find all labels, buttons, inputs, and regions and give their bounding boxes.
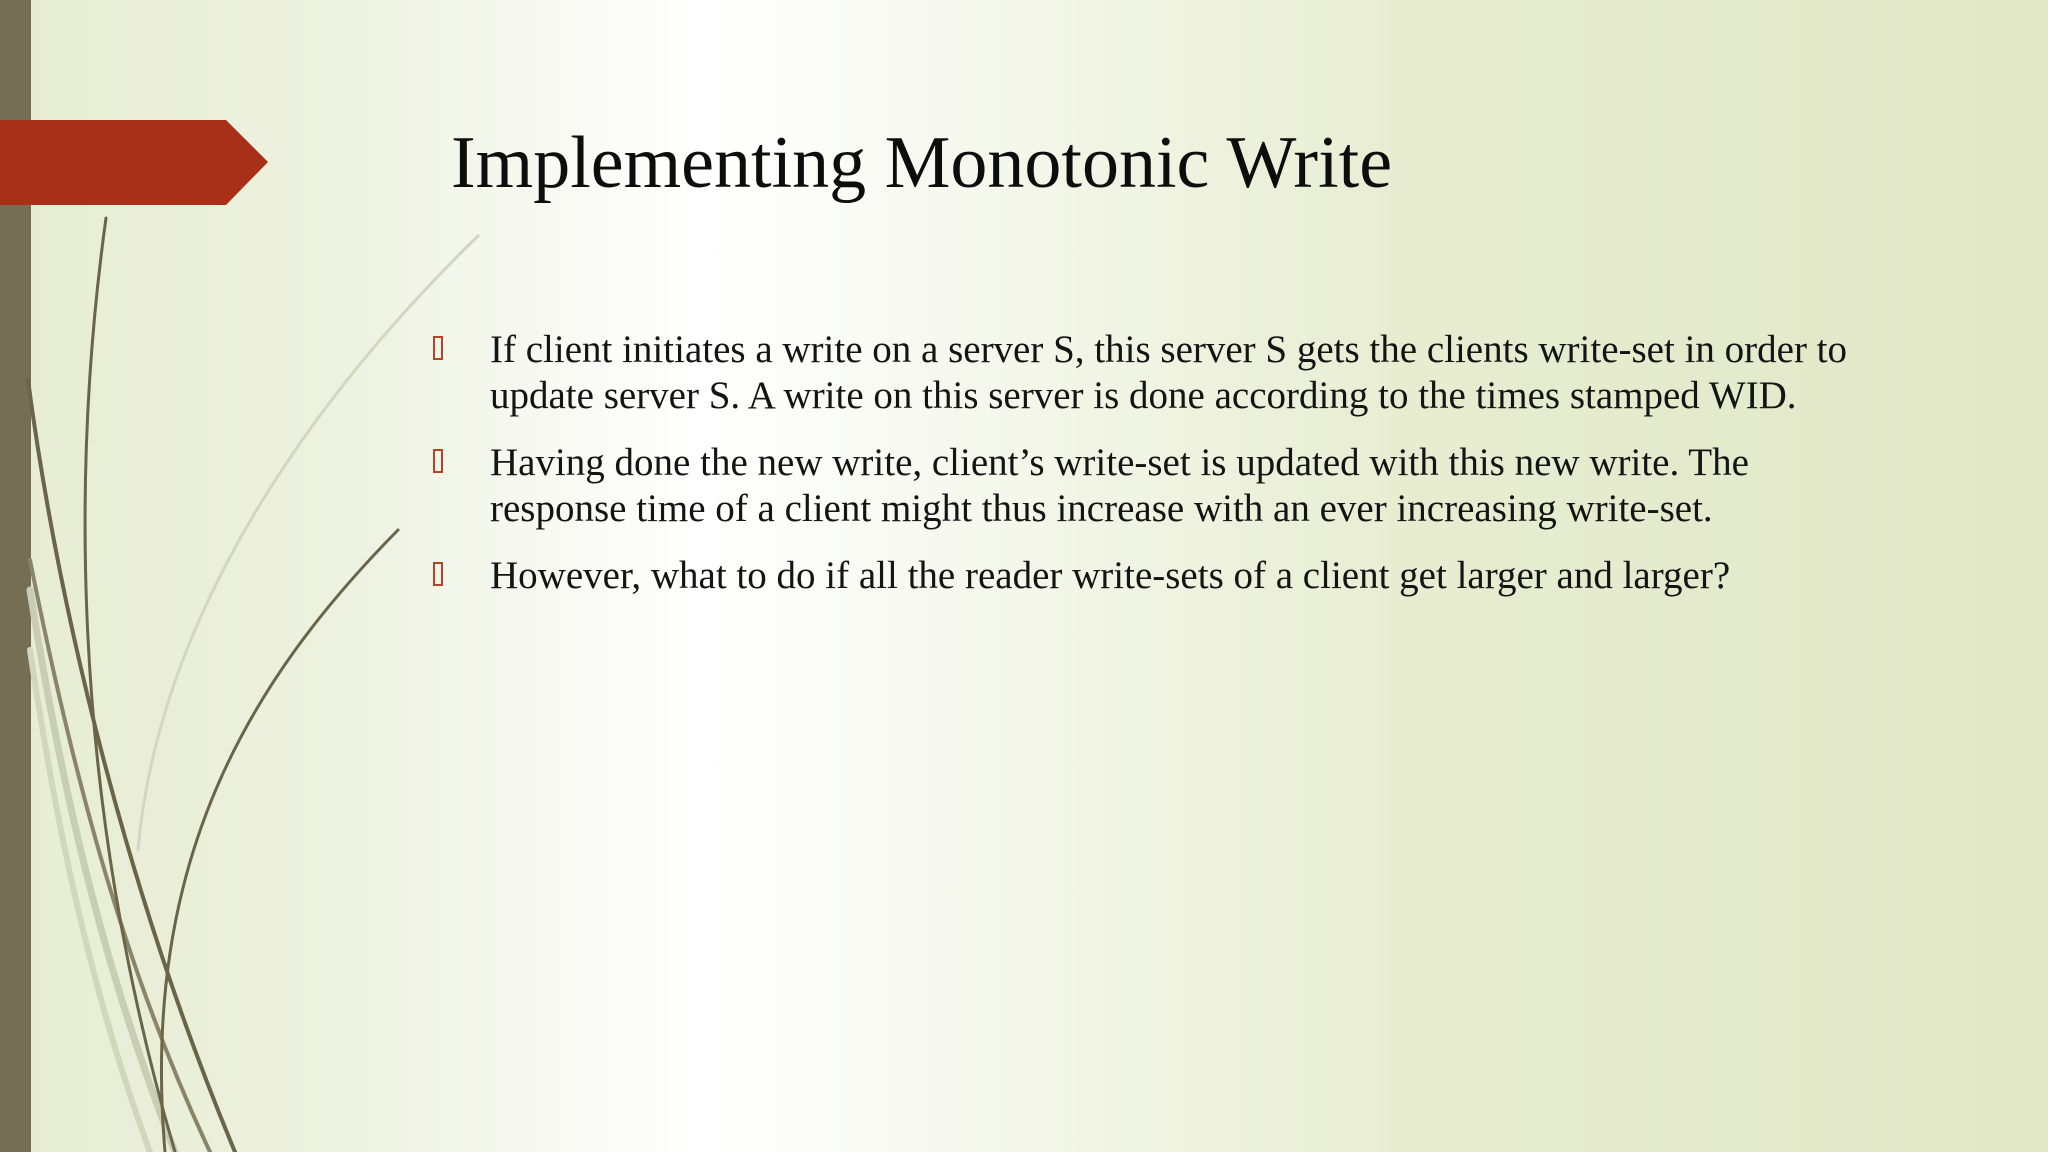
slide-title: Implementing Monotonic Write: [451, 122, 1393, 204]
bullet-item: [430, 327, 1880, 419]
bullet-text: However, what to do if all the reader write-sets of a client get larger and larger?: [490, 554, 1731, 597]
title-accent-arrow: [0, 120, 268, 205]
bullet-text: If client initiates a write on a server S, this server S gets the clients write-set in order to update server S. A write on this server is done according to the times stamped WID.: [490, 328, 1848, 417]
bullet-item: [430, 440, 1880, 532]
square-outline-icon: [433, 336, 443, 360]
bullet-list: [430, 327, 1880, 620]
bullet-item: [430, 553, 1880, 599]
square-outline-icon: [433, 449, 443, 473]
square-outline-icon: [433, 562, 443, 586]
bullet-text: Having done the new write, client’s write-set is updated with this new write. The response time of a client might thus increase with an ever increasing write-set.: [490, 441, 1749, 530]
